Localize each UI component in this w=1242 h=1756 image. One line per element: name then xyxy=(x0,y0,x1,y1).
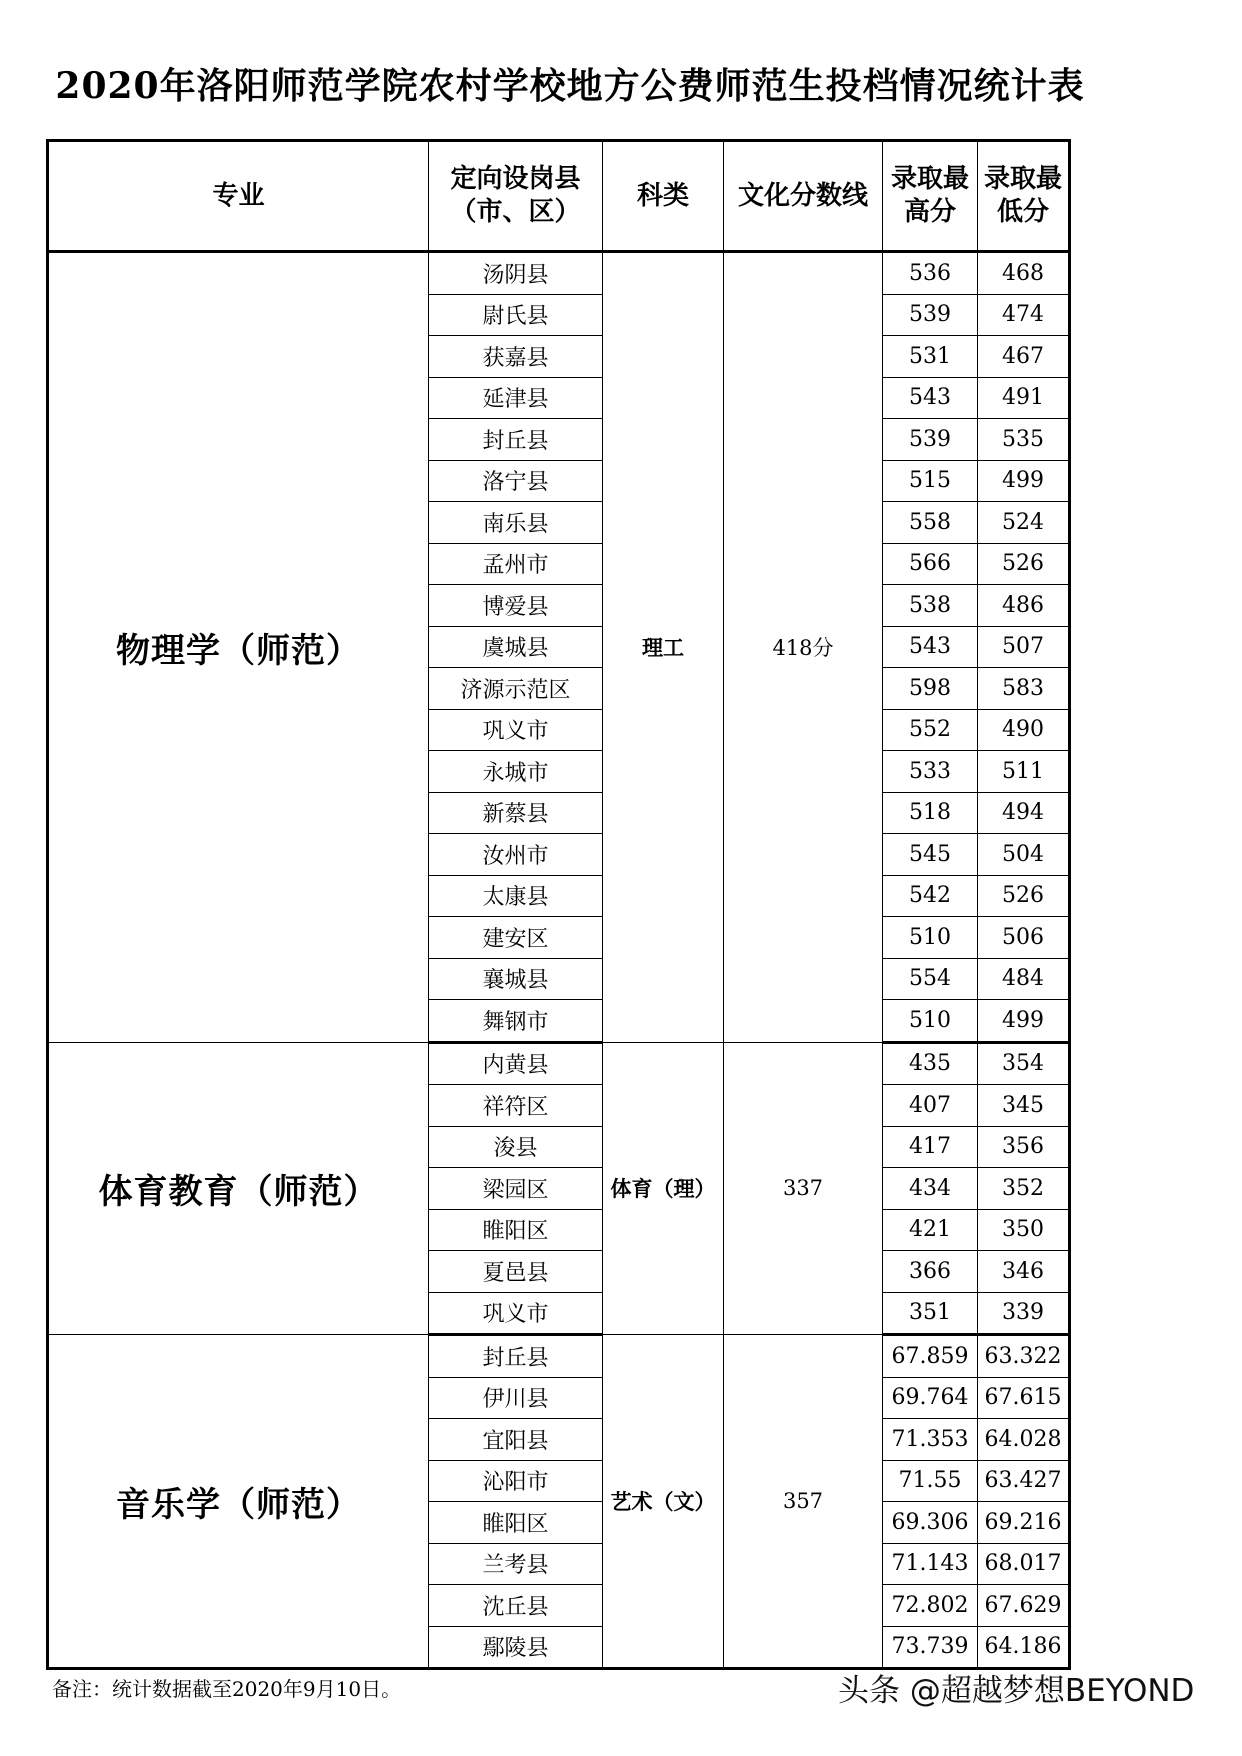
table-row xyxy=(48,1335,1070,1378)
max-score-cell: 71.55 xyxy=(883,1460,978,1502)
category-cell: 艺术（文） xyxy=(603,1335,724,1669)
county-cell: 博爱县 xyxy=(429,585,603,627)
county-cell: 洛宁县 xyxy=(429,460,603,502)
watermark: 头条 @超越梦想BEYOND xyxy=(838,1673,1195,1709)
county-cell: 汝州市 xyxy=(429,834,603,876)
category-cell: 理工 xyxy=(603,252,724,1043)
admission-table xyxy=(46,139,1071,1670)
max-score-cell: 417 xyxy=(883,1126,978,1168)
county-cell: 兰考县 xyxy=(429,1543,603,1585)
max-score-cell: 69.764 xyxy=(883,1377,978,1419)
min-score-cell: 339 xyxy=(978,1292,1070,1335)
header-row xyxy=(48,141,1070,252)
county-cell: 睢阳区 xyxy=(429,1502,603,1544)
header-max-score: 录取最 高分 xyxy=(883,141,978,252)
max-score-cell: 543 xyxy=(883,626,978,668)
min-score-cell: 474 xyxy=(978,294,1070,336)
table-body xyxy=(48,252,1070,1669)
county-cell: 永城市 xyxy=(429,751,603,793)
min-score-cell: 583 xyxy=(978,668,1070,710)
min-score-cell: 499 xyxy=(978,1000,1070,1043)
max-score-cell: 536 xyxy=(883,252,978,295)
max-score-cell: 351 xyxy=(883,1292,978,1335)
county-cell: 内黄县 xyxy=(429,1042,603,1085)
max-score-cell: 539 xyxy=(883,419,978,461)
max-score-cell: 554 xyxy=(883,958,978,1000)
county-cell: 虞城县 xyxy=(429,626,603,668)
max-score-cell: 542 xyxy=(883,875,978,917)
admission-table-container xyxy=(46,139,1071,1670)
min-score-cell: 524 xyxy=(978,502,1070,544)
footnote: 备注：统计数据截至2020年9月10日。 xyxy=(52,1677,402,1701)
header-cutoff: 文化分数线 xyxy=(724,141,883,252)
min-score-cell: 354 xyxy=(978,1042,1070,1085)
min-score-cell: 64.028 xyxy=(978,1419,1070,1461)
county-cell: 济源示范区 xyxy=(429,668,603,710)
county-cell: 祥符区 xyxy=(429,1085,603,1127)
max-score-cell: 72.802 xyxy=(883,1585,978,1627)
header-county: 定向设岗县 （市、区） xyxy=(429,141,603,252)
county-cell: 太康县 xyxy=(429,875,603,917)
major-cell: 音乐学（师范） xyxy=(48,1335,429,1669)
county-cell: 夏邑县 xyxy=(429,1251,603,1293)
min-score-cell: 345 xyxy=(978,1085,1070,1127)
min-score-cell: 63.322 xyxy=(978,1335,1070,1378)
min-score-cell: 68.017 xyxy=(978,1543,1070,1585)
max-score-cell: 598 xyxy=(883,668,978,710)
min-score-cell: 490 xyxy=(978,709,1070,751)
min-score-cell: 67.615 xyxy=(978,1377,1070,1419)
min-score-cell: 67.629 xyxy=(978,1585,1070,1627)
table-row xyxy=(48,1042,1070,1085)
max-score-cell: 545 xyxy=(883,834,978,876)
county-cell: 巩义市 xyxy=(429,709,603,751)
min-score-cell: 484 xyxy=(978,958,1070,1000)
page-title: 2020年洛阳师范学院农村学校地方公费师范生投档情况统计表 xyxy=(55,65,1085,107)
max-score-cell: 558 xyxy=(883,502,978,544)
min-score-cell: 352 xyxy=(978,1168,1070,1210)
min-score-cell: 494 xyxy=(978,792,1070,834)
min-score-cell: 504 xyxy=(978,834,1070,876)
min-score-cell: 506 xyxy=(978,917,1070,959)
max-score-cell: 71.143 xyxy=(883,1543,978,1585)
county-cell: 获嘉县 xyxy=(429,336,603,378)
county-cell: 睢阳区 xyxy=(429,1209,603,1251)
max-score-cell: 407 xyxy=(883,1085,978,1127)
header-min-score: 录取最 低分 xyxy=(978,141,1070,252)
min-score-cell: 526 xyxy=(978,543,1070,585)
max-score-cell: 434 xyxy=(883,1168,978,1210)
min-score-cell: 356 xyxy=(978,1126,1070,1168)
county-cell: 伊川县 xyxy=(429,1377,603,1419)
header-major: 专业 xyxy=(48,141,429,252)
county-cell: 巩义市 xyxy=(429,1292,603,1335)
county-cell: 延津县 xyxy=(429,377,603,419)
cutoff-cell: 418分 xyxy=(724,252,883,1043)
max-score-cell: 69.306 xyxy=(883,1502,978,1544)
max-score-cell: 515 xyxy=(883,460,978,502)
category-cell: 体育（理） xyxy=(603,1042,724,1335)
min-score-cell: 499 xyxy=(978,460,1070,502)
max-score-cell: 533 xyxy=(883,751,978,793)
county-cell: 襄城县 xyxy=(429,958,603,1000)
max-score-cell: 71.353 xyxy=(883,1419,978,1461)
min-score-cell: 350 xyxy=(978,1209,1070,1251)
header-category: 科类 xyxy=(603,141,724,252)
min-score-cell: 507 xyxy=(978,626,1070,668)
max-score-cell: 67.859 xyxy=(883,1335,978,1378)
max-score-cell: 518 xyxy=(883,792,978,834)
max-score-cell: 552 xyxy=(883,709,978,751)
max-score-cell: 510 xyxy=(883,917,978,959)
cutoff-cell: 337 xyxy=(724,1042,883,1335)
max-score-cell: 366 xyxy=(883,1251,978,1293)
min-score-cell: 535 xyxy=(978,419,1070,461)
county-cell: 封丘县 xyxy=(429,419,603,461)
county-cell: 浚县 xyxy=(429,1126,603,1168)
cutoff-cell: 357 xyxy=(724,1335,883,1669)
min-score-cell: 526 xyxy=(978,875,1070,917)
county-cell: 沁阳市 xyxy=(429,1460,603,1502)
county-cell: 梁园区 xyxy=(429,1168,603,1210)
min-score-cell: 69.216 xyxy=(978,1502,1070,1544)
county-cell: 汤阴县 xyxy=(429,252,603,295)
major-cell: 物理学（师范） xyxy=(48,252,429,1043)
county-cell: 新蔡县 xyxy=(429,792,603,834)
county-cell: 建安区 xyxy=(429,917,603,959)
county-cell: 封丘县 xyxy=(429,1335,603,1378)
min-score-cell: 346 xyxy=(978,1251,1070,1293)
min-score-cell: 486 xyxy=(978,585,1070,627)
max-score-cell: 543 xyxy=(883,377,978,419)
max-score-cell: 510 xyxy=(883,1000,978,1043)
county-cell: 孟州市 xyxy=(429,543,603,585)
min-score-cell: 63.427 xyxy=(978,1460,1070,1502)
min-score-cell: 64.186 xyxy=(978,1626,1070,1669)
county-cell: 尉氏县 xyxy=(429,294,603,336)
county-cell: 鄢陵县 xyxy=(429,1626,603,1669)
max-score-cell: 566 xyxy=(883,543,978,585)
table-row xyxy=(48,252,1070,295)
min-score-cell: 511 xyxy=(978,751,1070,793)
min-score-cell: 491 xyxy=(978,377,1070,419)
major-cell: 体育教育（师范） xyxy=(48,1042,429,1335)
county-cell: 沈丘县 xyxy=(429,1585,603,1627)
min-score-cell: 468 xyxy=(978,252,1070,295)
county-cell: 南乐县 xyxy=(429,502,603,544)
max-score-cell: 73.739 xyxy=(883,1626,978,1669)
county-cell: 宜阳县 xyxy=(429,1419,603,1461)
max-score-cell: 421 xyxy=(883,1209,978,1251)
min-score-cell: 467 xyxy=(978,336,1070,378)
max-score-cell: 435 xyxy=(883,1042,978,1085)
max-score-cell: 531 xyxy=(883,336,978,378)
county-cell: 舞钢市 xyxy=(429,1000,603,1043)
max-score-cell: 539 xyxy=(883,294,978,336)
max-score-cell: 538 xyxy=(883,585,978,627)
